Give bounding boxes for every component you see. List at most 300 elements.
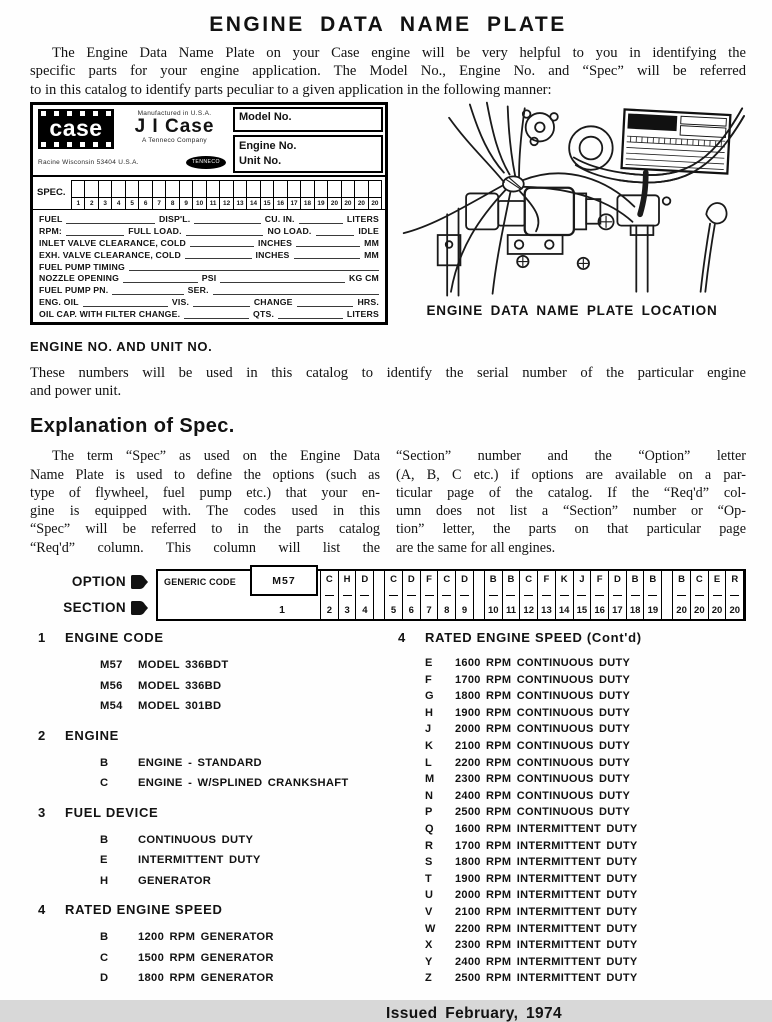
section-number: 20 [694,604,705,616]
plate-field-label: EXH. VALVE CLEARANCE, COLD [39,249,181,260]
figure-row [30,102,746,325]
option-letter: B [489,574,497,585]
code-item [425,921,746,938]
code-item [425,738,746,755]
address-text: Racine Wisconsin 53404 U.S.A. [38,158,139,166]
item-description: 2200 RPM CONTINUOUS DUTY [455,756,631,769]
plate-row [37,224,381,236]
item-description: 2100 RPM CONTINUOUS DUTY [455,739,631,752]
code-item [100,696,386,717]
plate-row [37,283,381,295]
option-letter: E [713,574,721,585]
option-letter: F [426,574,432,585]
plate-field-label: QTS. [253,309,275,320]
cell-dash [577,595,586,596]
option-letter: C [695,574,703,585]
text-line: are the same for all engines. [396,539,556,556]
intro-paragraph [30,44,746,99]
section-number: 4 [38,902,46,917]
section-number: 12 [523,604,534,616]
code-item [100,676,386,697]
plate-blank-line [185,250,252,259]
cell-dash [407,595,416,596]
plate-field-label: DISP'L. [158,213,191,224]
item-description: 1900 RPM CONTINUOUS DUTY [455,706,631,719]
plate-blank-line [66,227,124,236]
item-code: P [425,806,433,819]
code-item [425,771,746,788]
item-description: MODEL 336BD [138,679,222,692]
option-arrow-icon [131,575,148,589]
code-item [100,968,386,989]
item-description: 1700 RPM INTERMITTENT DUTY [455,839,638,852]
item-code: M56 [100,679,123,692]
item-code: U [425,889,434,902]
text-line: to in this catalog to identify parts peculiar to a given application in the following manner: [30,81,552,98]
item-description: 2400 RPM CONTINUOUS DUTY [455,789,631,802]
spec-cell: 18 [300,181,313,209]
plate-row [37,271,381,283]
plate-field-label: MM [364,237,380,248]
cell-dash [425,595,434,596]
text-line: “Spec” will be referred to in the parts catalog [30,521,380,538]
section-number: 6 [408,604,414,616]
generic-code-cell [158,571,320,619]
page-title: ENGINE DATA NAME PLATE [209,13,567,36]
spec-cell: 14 [246,181,259,209]
explanation-heading: Explanation of Spec. [30,415,235,438]
spec-code-cell [590,571,609,619]
text-line: (A, B, C etc.) if options are available on a par- [396,466,746,483]
spec-section-3 [38,805,386,892]
item-code: T [425,872,433,885]
option-letter: B [678,574,686,585]
item-description: 1900 RPM INTERMITTENT DUTY [455,872,638,885]
plate-field-label: KG CM [349,273,379,284]
item-description: 1700 RPM CONTINUOUS DUTY [455,673,631,686]
cell-dash [677,595,686,596]
item-description: 1600 RPM INTERMITTENT DUTY [455,822,638,835]
code-item [425,705,746,722]
code-item [100,753,386,774]
spec-cell: 12 [219,181,232,209]
code-item [100,948,386,969]
case-logo-text: case [49,115,103,142]
cell-dash [506,595,515,596]
section-number: 17 [612,604,623,616]
section-number: 11 [505,604,516,616]
spec-code-figure [30,569,746,621]
spec-code-cell [573,571,592,619]
cell-dash [489,595,498,596]
plate-field-label: INCHES [258,237,293,248]
option-letter: R [731,574,739,585]
section-number: 9 [461,604,468,616]
item-description: 1600 RPM CONTINUOUS DUTY [455,657,631,669]
item-code: R [425,839,434,852]
plate-field-label: FULL LOAD. [128,225,182,236]
section-number: 20 [711,604,723,616]
code-item [100,850,386,871]
spec-code-cell [690,571,709,619]
issue-date: Issued February, 1974 [386,1004,563,1022]
cell-dash [360,595,369,596]
option-letter: D [613,574,621,585]
made-in-text: Manufactured in U.S.A. [137,109,212,117]
spec-cell: 19 [314,181,327,209]
item-description: 2300 RPM CONTINUOUS DUTY [455,773,631,786]
item-description: 2400 RPM INTERMITTENT DUTY [455,955,638,968]
section-number: 13 [541,604,552,616]
option-letter: C [390,574,397,585]
option-letter: C [325,574,333,585]
spec-code-cell [725,571,744,619]
text-line: “Req'd” column. This column will list the [30,539,380,556]
brand-text [119,109,230,149]
spec-code-cell [708,571,727,619]
code-item [425,655,746,672]
spec-section-4 [38,902,386,989]
spec-cell: 20 [354,181,367,209]
generic-code-section: 1 [279,603,285,616]
section-arrow-icon [131,601,148,615]
cell-dash [460,595,469,596]
spec-code-cell [519,571,538,619]
spec-section-4 [398,630,746,987]
option-letter: J [579,574,585,585]
item-description: CONTINUOUS DUTY [138,833,254,846]
text-line: gine is equipped with. The codes used in this [30,503,380,520]
section-number: 18 [629,604,641,616]
item-code: S [425,856,433,869]
plate-blank-line [190,238,254,247]
code-item [425,887,746,904]
code-item [425,954,746,971]
spec-cell: 10 [192,181,205,209]
plate-blank-line [83,298,168,307]
plate-field-label: IDLE [358,225,379,236]
section-number: 8 [444,604,450,616]
section-title: ENGINE [65,727,120,743]
company-subtitle: A Tenneco Company [142,136,207,144]
spec-cell: 17 [287,181,300,209]
code-item [100,830,386,851]
item-description: 2100 RPM INTERMITTENT DUTY [455,905,638,918]
item-code: X [425,939,433,952]
spec-code-cell [320,571,339,619]
code-item [425,788,746,805]
code-lists [30,630,746,1000]
spec-code-cell [420,571,439,619]
section-number: 4 [398,630,406,645]
section-row-label: SECTION [30,601,148,615]
section-number: 3 [38,804,46,820]
plate-field-label: FUEL PUMP TIMING [39,261,125,272]
code-item [100,773,386,794]
cell-dash [648,595,657,596]
cell-dash [343,595,352,596]
item-description: 1800 RPM CONTINUOUS DUTY [455,690,631,703]
plate-blank-line [296,238,360,247]
explanation-columns [30,447,746,557]
code-item [425,838,746,855]
item-description: 2500 RPM INTERMITTENT DUTY [455,972,638,985]
cell-dash [595,595,604,596]
item-description: 1800 RPM GENERATOR [138,972,274,984]
sections-contd-list [386,630,746,1000]
plate-field-label: CHANGE [253,297,293,308]
code-item [425,804,746,821]
sections-list [30,630,386,1000]
spec-row [33,177,385,210]
option-letter: D [407,574,415,585]
item-code: F [425,673,433,686]
plate-field-label: CU. IN. [264,213,295,224]
item-code: Q [425,822,434,835]
spec-cell: 7 [152,181,165,209]
plate-blank-line [129,262,379,271]
plate-field-label: RPM: [39,225,62,236]
item-code: Y [425,955,433,968]
item-code: M [425,773,435,786]
spec-cell: 16 [273,181,286,209]
item-code: Z [425,972,433,985]
generic-code-label: GENERIC CODE [164,577,236,587]
plate-field-label: FUEL PUMP PN. [39,285,109,296]
spec-code-cell [402,571,421,619]
plate-blank-line [193,298,250,307]
cell-dash [730,595,739,596]
spec-cell: 1 [72,181,84,209]
text-line: type of flywheel, fuel pump etc.) that your en- [30,484,380,501]
spec-cell: 13 [233,181,246,209]
spec-code-cell [355,571,374,619]
cell-dash [442,595,451,596]
option-letter: C [525,574,533,585]
spec-code-cell [537,571,556,619]
plate-field-label: SER. [187,285,209,296]
option-letter: B [507,574,515,585]
spec-cell: 20 [368,181,381,209]
section-heading [38,902,386,918]
plate-field-label: LITERS [346,213,379,224]
spec-code-cell [502,571,521,619]
plate-blank-line [184,310,249,319]
cell-dash [631,595,640,596]
code-item [425,937,746,954]
plate-field-label: MM [364,249,379,260]
spec-cell: 4 [111,181,124,209]
option-letter: H [343,574,351,585]
spec-code-cell [338,571,357,619]
code-item [425,854,746,871]
plate-row [37,307,381,319]
spec-code-cell [455,571,474,619]
item-code: K [425,739,434,752]
model-no-label: Model No. [239,110,292,123]
plate-rows [33,210,385,322]
item-code: V [425,905,433,918]
option-letter: D [361,574,369,585]
item-code: L [425,756,433,769]
cell-dash [389,595,398,596]
plate-blank-line [186,227,264,236]
item-description: 2000 RPM INTERMITTENT DUTY [455,889,638,902]
code-item [100,871,386,892]
cell-dash [524,595,533,596]
spec-code-cell [626,571,645,619]
plate-row [37,259,381,271]
spec-cell: 20 [341,181,354,209]
section-number: 1 [38,630,46,645]
section-number: 19 [647,604,659,616]
plate-blank-line [316,227,355,236]
text-line: ticular page of the catalog. If the “Req'd” col- [396,484,746,501]
plate-field-label: HRS. [357,297,379,308]
code-item [425,755,746,772]
code-item [425,821,746,838]
plate-blank-line [112,286,183,295]
cell-dash [613,595,622,596]
spec-grid [71,180,382,209]
generic-code-value: M57 [250,565,318,596]
section-title: RATED ENGINE SPEED [65,902,223,917]
item-code: B [100,756,109,769]
section-heading [38,728,386,744]
item-description: ENGINE - STANDARD [138,756,262,769]
option-table-cells [320,571,744,619]
spec-cell: 11 [206,181,219,209]
mini-name-plate [622,109,731,173]
spec-cell: 3 [98,181,111,209]
spec-cell: 8 [165,181,178,209]
spec-cell: 20 [327,181,340,209]
item-code: M57 [100,659,123,671]
plate-blank-line [299,215,343,224]
plate-blank-line [213,286,379,295]
plate-blank-line [297,298,354,307]
option-letter: D [461,574,468,585]
plate-field-label: LITERS [346,309,379,320]
plate-field-label: NOZZLE OPENING [39,273,120,284]
section-number: 2 [38,727,46,743]
item-code: C [100,777,109,789]
plate-blank-line [278,310,343,319]
section-number: 2 [326,604,333,616]
plate-blank-line [194,215,260,224]
spec-section-1 [38,630,386,717]
cell-dash [325,595,334,596]
option-row-label: OPTION [30,575,148,589]
case-logo [38,109,114,149]
code-item [425,904,746,921]
explanation-right-column [396,447,746,557]
option-letter: F [543,574,550,585]
text-line: “Section” number and the “Option” letter [396,448,746,465]
item-code: E [425,657,433,669]
spec-cell: 15 [260,181,273,209]
plate-field-label: INCHES [255,249,290,260]
plate-field-label: VIS. [171,297,190,308]
code-item [100,655,386,676]
item-description: MODEL 301BD [138,700,222,712]
spec-cell: 2 [84,181,97,209]
section-number: 20 [729,604,741,616]
item-code: N [425,789,434,802]
item-description: 1500 RPM GENERATOR [138,951,274,964]
plate-row [37,212,381,224]
item-code: B [100,931,109,943]
text-line: umn does not list a “Section” number or “Op- [396,503,746,520]
option-letter: B [649,574,657,585]
plate-field-label: FUEL [39,213,63,224]
spec-section-2 [38,728,386,794]
explanation-left-column [30,447,380,557]
cell-dash [713,595,722,596]
spec-code-cell [384,571,403,619]
text-line: These numbers will be used in this catalog to identify the serial number of the particular engine [30,364,746,381]
text-line: tion” letter, the parts on that particular page [396,521,746,538]
section-title: ENGINE CODE [65,630,164,645]
section-number: 10 [487,604,499,616]
code-item [100,927,386,948]
spec-code-table [156,569,746,621]
plate-field-label: OIL CAP. WITH FILTER CHANGE. [39,309,181,320]
plate-field-label: INLET VALVE CLEARANCE, COLD [39,237,186,248]
engine-no-paragraph [30,364,746,400]
option-letter: F [596,574,603,585]
code-item [425,871,746,888]
section-number: 14 [558,604,570,616]
illustration-area [398,102,746,325]
plate-blank-line [220,274,345,283]
cell-dash [542,595,551,596]
plate-blank-line [294,250,361,259]
item-code: J [425,723,432,736]
spec-code-cell [672,571,691,619]
engine-no-label: Engine No. [239,139,297,152]
text-line: Name Plate is used to define the options (such as [30,466,380,483]
item-description: ENGINE - W/SPLINED CRANKSHAFT [138,777,349,789]
section-number: 20 [676,604,687,616]
plate-row [37,236,381,248]
item-code: W [425,922,436,935]
item-code: G [425,690,434,703]
item-description: 1800 RPM INTERMITTENT DUTY [455,856,638,869]
item-code: H [100,874,109,887]
tenneco-badge: TENNECO [186,156,226,169]
spec-code-cell [484,571,503,619]
illustration-caption: ENGINE DATA NAME PLATE LOCATION [426,302,718,318]
item-description: GENERATOR [138,874,212,887]
code-item [425,970,746,987]
plate-field-label: NO LOAD. [267,225,312,236]
spec-cell: 9 [179,181,192,209]
spec-code-cell [437,571,456,619]
section-number: 5 [390,604,397,616]
section-number: 16 [594,604,605,616]
plate-blank-line [123,274,198,283]
text-line: The Engine Data Name Plate on your Case engine will be very helpful to you in identifying the [52,45,746,62]
unit-no-label: Unit No. [239,154,282,167]
section-number: 3 [344,604,350,616]
code-item [425,721,746,738]
option-letter: K [560,574,568,585]
spec-cell: 6 [138,181,151,209]
engine-illustration [398,102,746,300]
company-name: J I Case [134,115,215,137]
item-code: D [100,972,109,984]
